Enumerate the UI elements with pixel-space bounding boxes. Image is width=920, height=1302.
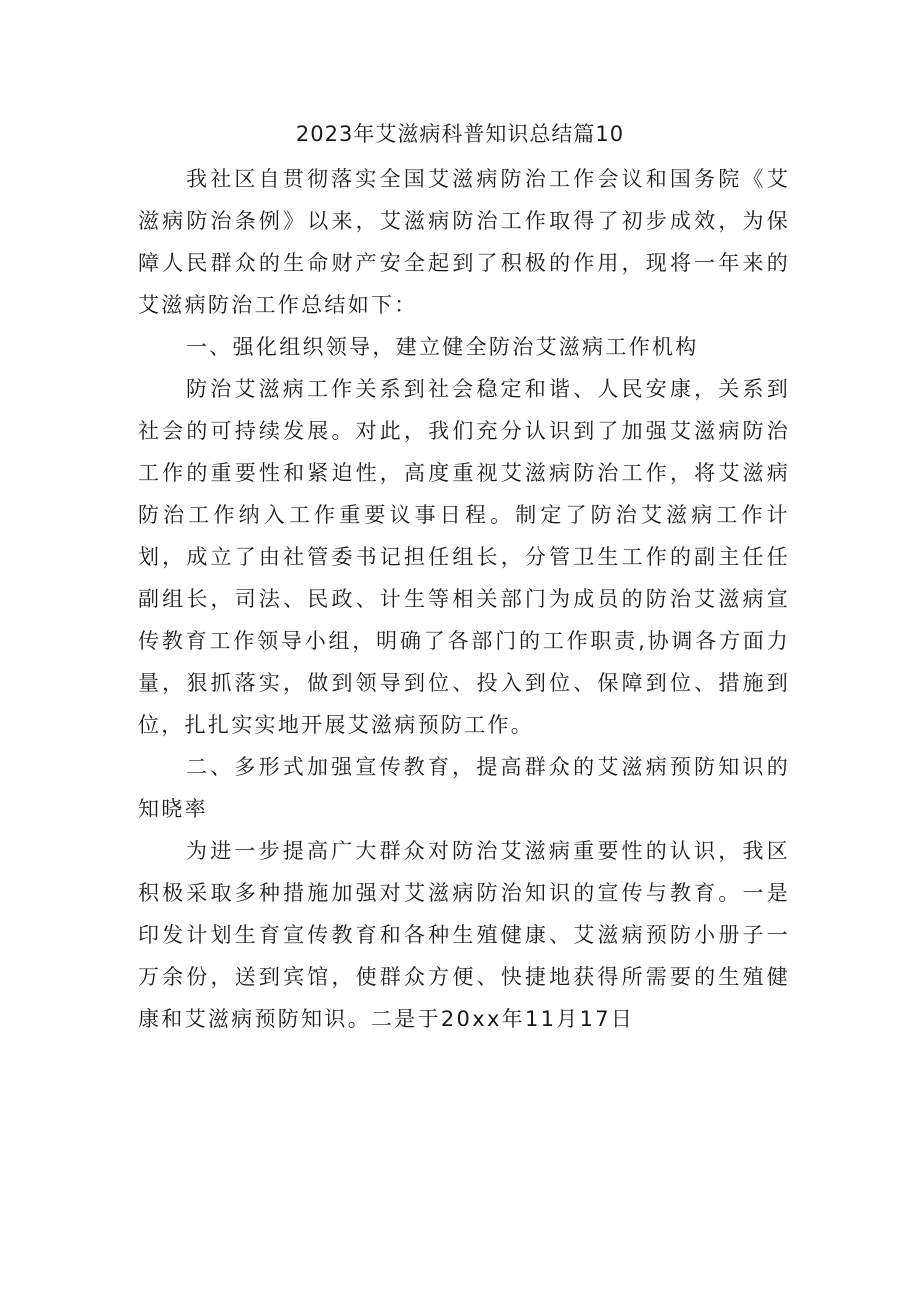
section-heading-2: 二、多形式加强宣传教育，提高群众的艾滋病预防知识的知晓率	[138, 755, 790, 821]
document-body	[138, 158, 790, 1040]
paragraph-section-1: 防治艾滋病工作关系到社会稳定和谐、人民安康，关系到社会的可持续发展。对此，我们充分认识到了加强艾滋病防治工作的重要性和紧迫性，高度重视艾滋病防治工作，将艾滋病防治工作纳入工作重要议事日程。制定了防治艾滋病工作计划，成立了由社管委书记担任组长，分管卫生工作的副主任任副组长，司法、民政、计生等相关部门为成员的防治艾滋病宣传教育工作领导小组，明确了各部门的工作职责,协调各方面力量，狠抓落实，做到领导到位、投入到位、保障到位、措施到位，扎扎实实地开展艾滋病预防工作。	[138, 377, 790, 737]
section-heading-1: 一、强化组织领导，建立健全防治艾滋病工作机构	[186, 335, 699, 359]
paragraph-intro: 我社区自贯彻落实全国艾滋病防治工作会议和国务院《艾滋病防治条例》以来，艾滋病防治工作取得了初步成效，为保障人民群众的生命财产安全起到了积极的作用，现将一年来的艾滋病防治工作总结如下：	[138, 167, 790, 317]
document-title: 2023年艾滋病科普知识总结篇10	[295, 122, 625, 146]
paragraph-section-2: 为进一步提高广大群众对防治艾滋病重要性的认识，我区积极采取多种措施加强对艾滋病防治知识的宣传与教育。一是印发计划生育宣传教育和各种生殖健康、艾滋病预防小册子一万余份，送到宾馆，使群众方便、快捷地获得所需要的生殖健康和艾滋病预防知识。二是于20xx年11月17日	[138, 839, 790, 1031]
